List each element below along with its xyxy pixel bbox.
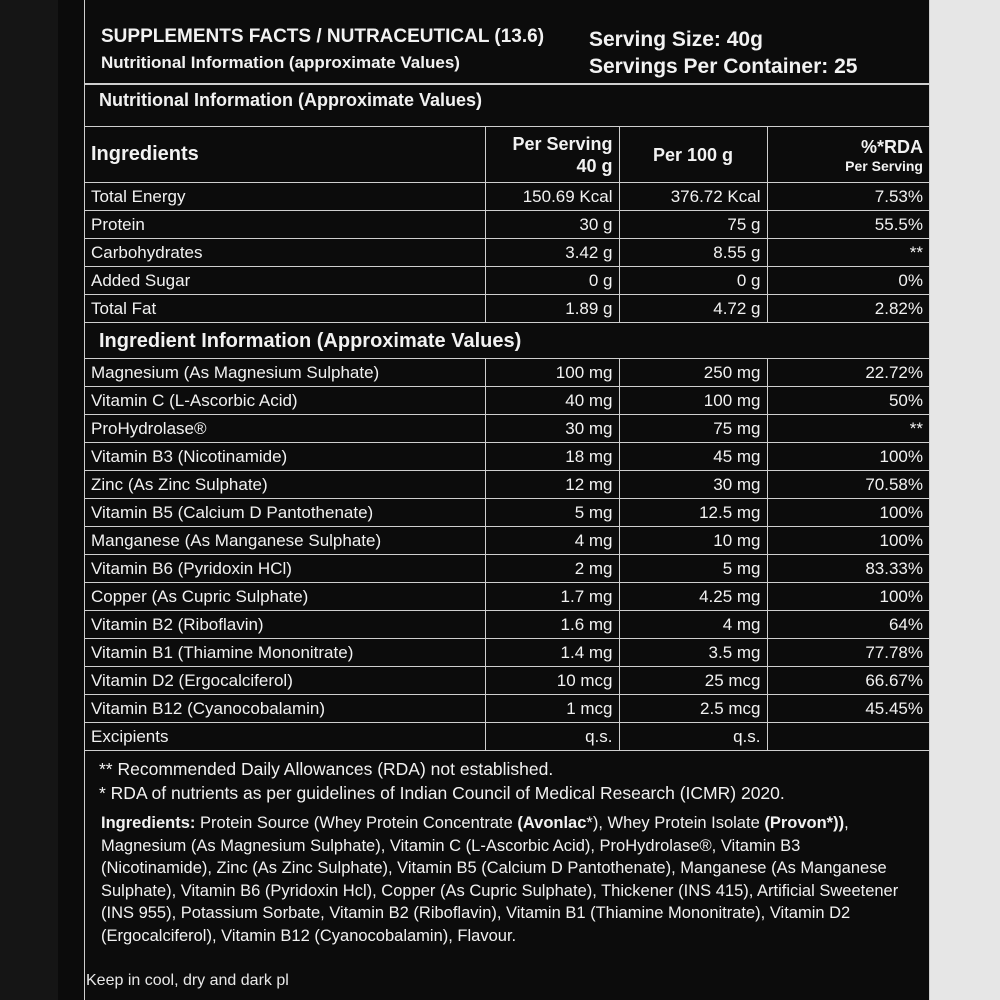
ingredient-name: Manganese (As Manganese Sulphate) (85, 527, 485, 555)
container-edge-left (0, 0, 58, 1000)
ingredient-section-title: Ingredient Information (Approximate Values) (99, 330, 522, 352)
rda-value: 22.72% (767, 359, 929, 387)
ingredients-list: Ingredients: Protein Source (Whey Protein Concentrate (Avonlac*), Whey Protein Isolate (Provon*)), Magnesium (As Magnesium Sulphate), Vitamin C (L-Ascorbic Acid), ProHydrolase®, Vitamin B3 (Nicotinamide), Zinc (As Zinc Sulphate), Vitamin B5 (Calcium D Pantothenate), Manganese (As Manganese Sulphate), Vitamin B6 (Pyridoxin Hcl), Copper (As Cupric Sulphate), Thickener (INS 415), Artificial Sweetener (INS 955), Potassium Sorbate, Vitamin B2 (Riboflavin), Vitamin B1 (Thiamine Mononitrate), Vitamin D2 (Ergocalciferol), Vitamin B12 (Cyanocobalamin), Flavour. (101, 814, 899, 945)
rda-value: 100% (767, 443, 929, 471)
ingredient-name: Vitamin B2 (Riboflavin) (85, 611, 485, 639)
ingredient-name: Excipients (85, 723, 485, 751)
nutrition-table (85, 126, 929, 323)
per-serving-value: 1.6 mg (485, 611, 619, 639)
facts-subtitle: Nutritional Information (approximate Values) (101, 53, 460, 72)
per-serving-value: 3.42 g (485, 239, 619, 267)
ingredient-table (85, 358, 929, 751)
per-100g-value: 45 mg (619, 443, 767, 471)
rda-value: 50% (767, 387, 929, 415)
per-serving-value: 100 mg (485, 359, 619, 387)
note-rda-not-established: ** Recommended Daily Allowances (RDA) not established. (99, 759, 554, 779)
per-100g-value: 100 mg (619, 387, 767, 415)
ingredient-name: Vitamin B12 (Cyanocobalamin) (85, 695, 485, 723)
table-row (85, 499, 929, 527)
per-100g-value: 376.72 Kcal (619, 183, 767, 211)
rda-value: ** (767, 239, 929, 267)
per-serving-value: 0 g (485, 267, 619, 295)
per-serving-value: 1 mcg (485, 695, 619, 723)
per-serving-value: q.s. (485, 723, 619, 751)
per-100g-value: q.s. (619, 723, 767, 751)
rda-value: 66.67% (767, 667, 929, 695)
table-row (85, 639, 929, 667)
rda-value: 2.82% (767, 295, 929, 323)
table-row (85, 239, 929, 267)
per-100g-value: 2.5 mcg (619, 695, 767, 723)
storage-instructions: Keep in cool, dry and dark pl (86, 972, 289, 989)
ingredient-name: Vitamin C (L-Ascorbic Acid) (85, 387, 485, 415)
per-serving-value: 18 mg (485, 443, 619, 471)
header-titles (101, 24, 544, 76)
per-100g-value: 12.5 mg (619, 499, 767, 527)
facts-title: SUPPLEMENTS FACTS / NUTRACEUTICAL (13.6) (101, 26, 545, 47)
ingredient-name: Carbohydrates (85, 239, 485, 267)
per-serving-value: 30 g (485, 211, 619, 239)
table-row (85, 359, 929, 387)
ingredient-name: ProHydrolase® (85, 415, 485, 443)
per-100g-value: 5 mg (619, 555, 767, 583)
table-row (85, 695, 929, 723)
per-serving-value: 1.4 mg (485, 639, 619, 667)
servings-per-container: Servings Per Container: 25 (589, 55, 858, 78)
per-serving-value: 150.69 Kcal (485, 183, 619, 211)
table-row (85, 443, 929, 471)
per-serving-value: 2 mg (485, 555, 619, 583)
col-per-100g: Per 100 g (619, 127, 767, 183)
rda-value: 64% (767, 611, 929, 639)
col-per-serving: Per Serving 40 g (485, 127, 619, 183)
per-serving-value: 1.89 g (485, 295, 619, 323)
per-100g-value: 3.5 mg (619, 639, 767, 667)
per-serving-value: 40 mg (485, 387, 619, 415)
per-100g-value: 30 mg (619, 471, 767, 499)
rda-value: 70.58% (767, 471, 929, 499)
per-serving-value: 30 mg (485, 415, 619, 443)
ingredient-name: Zinc (As Zinc Sulphate) (85, 471, 485, 499)
rda-value: 0% (767, 267, 929, 295)
rda-value: 100% (767, 499, 929, 527)
rda-value: 83.33% (767, 555, 929, 583)
table-row (85, 183, 929, 211)
ingredient-name: Vitamin B5 (Calcium D Pantothenate) (85, 499, 485, 527)
per-serving-value: 1.7 mg (485, 583, 619, 611)
rda-value: 100% (767, 583, 929, 611)
rda-value: 100% (767, 527, 929, 555)
table-row (85, 527, 929, 555)
per-serving-value: 12 mg (485, 471, 619, 499)
serving-size: Serving Size: 40g (589, 28, 763, 51)
rda-value: 55.5% (767, 211, 929, 239)
ingredient-name: Vitamin B3 (Nicotinamide) (85, 443, 485, 471)
per-serving-value: 4 mg (485, 527, 619, 555)
ingredient-name: Total Energy (85, 183, 485, 211)
per-100g-value: 4 mg (619, 611, 767, 639)
per-100g-value: 4.72 g (619, 295, 767, 323)
facts-header (85, 24, 929, 80)
per-100g-value: 4.25 mg (619, 583, 767, 611)
table-row (85, 667, 929, 695)
ingredient-name: Protein (85, 211, 485, 239)
ingredient-name: Vitamin B6 (Pyridoxin HCl) (85, 555, 485, 583)
table-row (85, 267, 929, 295)
ingredient-name: Vitamin D2 (Ergocalciferol) (85, 667, 485, 695)
rda-value: 77.78% (767, 639, 929, 667)
table-row (85, 611, 929, 639)
ingredient-name: Magnesium (As Magnesium Sulphate) (85, 359, 485, 387)
per-100g-value: 25 mcg (619, 667, 767, 695)
note-rda-guidelines: * RDA of nutrients as per guidelines of Indian Council of Medical Research (ICMR) 2020. (99, 783, 785, 803)
table-row (85, 387, 929, 415)
table-row (85, 415, 929, 443)
per-100g-value: 75 mg (619, 415, 767, 443)
per-100g-value: 250 mg (619, 359, 767, 387)
table-row (85, 211, 929, 239)
ingredient-name: Total Fat (85, 295, 485, 323)
per-serving-value: 5 mg (485, 499, 619, 527)
nutrition-section-title: Nutritional Information (Approximate Values) (99, 90, 483, 110)
rda-value: 45.45% (767, 695, 929, 723)
table-row (85, 583, 929, 611)
per-100g-value: 10 mg (619, 527, 767, 555)
table-row (85, 295, 929, 323)
rda-value (767, 723, 929, 751)
col-rda: %*RDA Per Serving (767, 127, 929, 183)
container-edge-right (930, 0, 1000, 1000)
rda-value: ** (767, 415, 929, 443)
ingredient-name: Vitamin B1 (Thiamine Mononitrate) (85, 639, 485, 667)
ingredient-name: Copper (As Cupric Sulphate) (85, 583, 485, 611)
col-ingredients: Ingredients (85, 127, 485, 183)
table-row (85, 555, 929, 583)
table-row (85, 723, 929, 751)
facts-panel (84, 0, 930, 1000)
per-100g-value: 0 g (619, 267, 767, 295)
serving-info (589, 26, 857, 80)
per-serving-value: 10 mcg (485, 667, 619, 695)
rda-value: 7.53% (767, 183, 929, 211)
divider (85, 83, 929, 85)
per-100g-value: 75 g (619, 211, 767, 239)
table-row (85, 471, 929, 499)
ingredient-name: Added Sugar (85, 267, 485, 295)
per-100g-value: 8.55 g (619, 239, 767, 267)
